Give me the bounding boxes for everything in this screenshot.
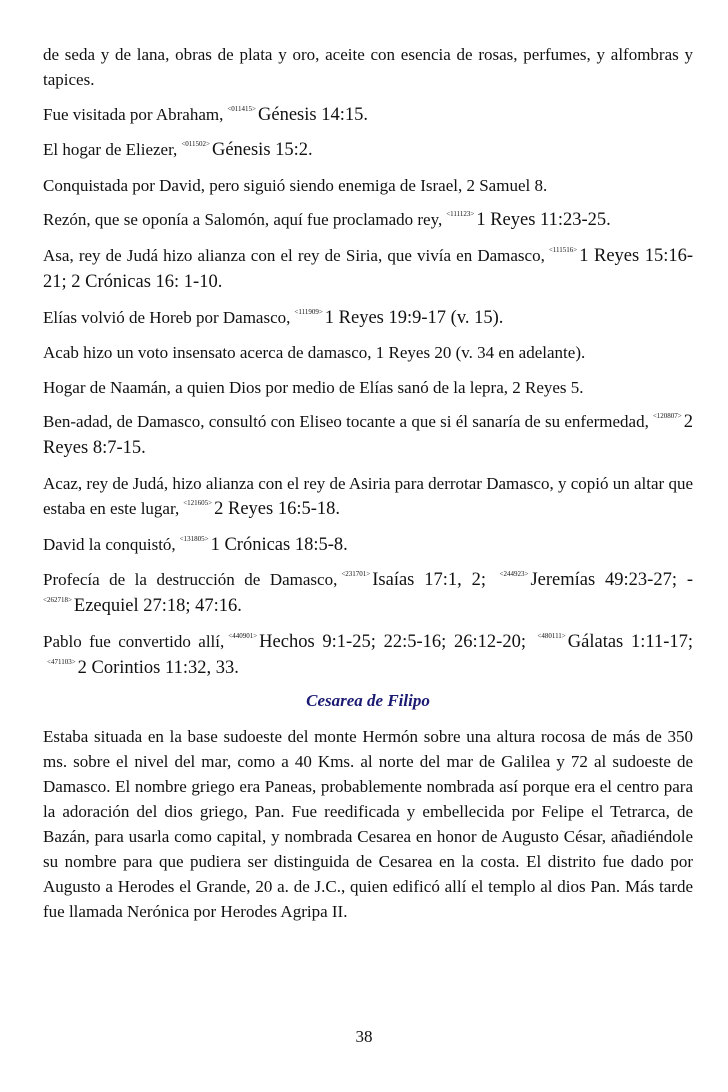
- paragraph-11: [43, 532, 693, 558]
- paragraph-text: Rezón, que se oponía a Salomón, aquí fue proclamado rey,: [43, 210, 443, 230]
- bible-citation: Génesis 14:15.: [258, 104, 368, 125]
- cross-reference-code[interactable]: <111909>: [294, 307, 323, 316]
- bible-citation: Hechos 9:1-25; 22:5-16; 26:12-20;: [259, 631, 526, 652]
- cross-reference-code[interactable]: <471103>: [47, 657, 76, 666]
- paragraph-4: [43, 207, 693, 233]
- paragraph-13: [43, 629, 693, 681]
- paragraph-12: [43, 567, 693, 619]
- page-number: 38: [355, 1027, 373, 1046]
- bible-citation: 2 Corintios 11:32, 33.: [77, 657, 239, 678]
- paragraph-text: Pablo fue convertido allí,: [43, 631, 225, 651]
- section-heading: Cesarea de Filipo: [306, 691, 430, 711]
- cross-reference-code[interactable]: <011415>: [227, 104, 256, 113]
- paragraph-text: El hogar de Eliezer,: [43, 140, 178, 160]
- paragraph-text: de seda y de lana, obras de plata y oro, aceite con esencia de rosas, perfumes, y alfombras y tapices.: [43, 45, 693, 89]
- paragraph-text: Fue visitada por Abraham,: [43, 104, 224, 124]
- bible-citation: 1 Reyes 19:9-17 (v. 15).: [324, 307, 504, 328]
- bible-citation: Gálatas 1:11-17;: [567, 631, 694, 652]
- paragraph-text: Ben-adad, de Damasco, consultó con Eliseo tocante a que si él sanaría de su enfermedad,: [43, 412, 649, 432]
- paragraph-1: [43, 102, 693, 128]
- paragraph-10: [43, 471, 693, 522]
- bible-citation: Génesis 15:2.: [211, 140, 313, 161]
- paragraph-text: Acaz, rey de Judá, hizo alianza con el rey de Asiria para derrotar Damasco, y copió un altar que estaba en este lugar,: [43, 473, 693, 518]
- cross-reference-code[interactable]: <111123>: [446, 210, 475, 219]
- paragraph-text: Hogar de Naamán, a quien Dios por medio de Elías sanó de la lepra, 2 Reyes 5.: [43, 377, 584, 397]
- paragraph-9: [43, 409, 693, 461]
- paragraph-text: Acab hizo un voto insensato acerca de damasco, 1 Reyes 20 (v. 34 en adelante).: [43, 343, 586, 363]
- bible-citation: Ezequiel 27:18; 47:16.: [73, 596, 242, 617]
- bible-citation: 1 Reyes 11:23-25.: [476, 210, 611, 231]
- cross-reference-code[interactable]: <131805>: [179, 534, 209, 543]
- paragraph-text: Conquistada por David, pero siguió siendo enemiga de Israel, 2 Samuel 8.: [43, 175, 548, 195]
- paragraph-3: [43, 173, 693, 198]
- section-paragraph: Estaba situada en la base sudoeste del monte Hermón sobre una altura rocosa de más de 350 ms. sobre el nivel del mar, como a 40 Kms. al norte del mar de Galilea y 72 al sudoeste de Damasco. El nombre griego era Paneas, probablemente nombrada así porque era el centro para la adoración del dios griego, Pan. Fue reedificada y embellecida por Felipe el Tetrarca, de Bazán, para usarla como capital, y nombrada Cesarea en honor de Augusto César, añadiéndole su nombre para que pudiera ser distinguida de Cesarea en la costa. El distrito fue dado por Augusto a Herodes el Grande, 20 a. de J.C., quien edificó allí el templo al dios Pan. Más tarde fue llamada Nerónica por Herodes Agripa II.: [43, 727, 693, 922]
- cross-reference-code[interactable]: <111516>: [548, 245, 578, 254]
- bible-citation: Isaías 17:1, 2;: [372, 570, 487, 591]
- paragraph-7: [43, 340, 693, 365]
- bible-citation: 1 Crónicas 18:5-8.: [210, 534, 348, 555]
- paragraph-2: [43, 137, 693, 163]
- cross-reference-code[interactable]: <244923>: [499, 570, 529, 579]
- cross-reference-code[interactable]: <262718>: [43, 596, 72, 605]
- paragraph-5: [43, 243, 693, 295]
- paragraph-text: Asa, rey de Judá hizo alianza con el rey de Siria, que vivía en Damasco,: [43, 245, 545, 265]
- cross-reference-code[interactable]: <231701>: [341, 570, 371, 579]
- paragraph-text: Profecía de la destrucción de Damasco,: [43, 570, 338, 590]
- paragraph-text: Elías volvió de Horeb por Damasco,: [43, 307, 291, 327]
- bible-citation: Jeremías 49:23-27; -: [530, 570, 694, 591]
- page-body: [43, 42, 693, 934]
- paragraph-6: [43, 305, 693, 331]
- bible-citation: 1 Reyes 15:16-21; 2 Crónicas 16: 1-10.: [43, 245, 693, 292]
- paragraph-0: [43, 42, 693, 92]
- cross-reference-code[interactable]: <480111>: [537, 631, 566, 640]
- cross-reference-code[interactable]: <011502>: [181, 140, 210, 149]
- paragraph-8: [43, 375, 693, 400]
- paragraph-text: David la conquistó,: [43, 534, 176, 554]
- bible-citation: 2 Reyes 8:7-15.: [43, 412, 693, 459]
- cross-reference-code[interactable]: <440901>: [228, 631, 258, 640]
- cross-reference-code[interactable]: <121605>: [183, 498, 213, 507]
- bible-citation: 2 Reyes 16:5-18.: [214, 498, 340, 519]
- cross-reference-code[interactable]: <120807>: [652, 412, 682, 421]
